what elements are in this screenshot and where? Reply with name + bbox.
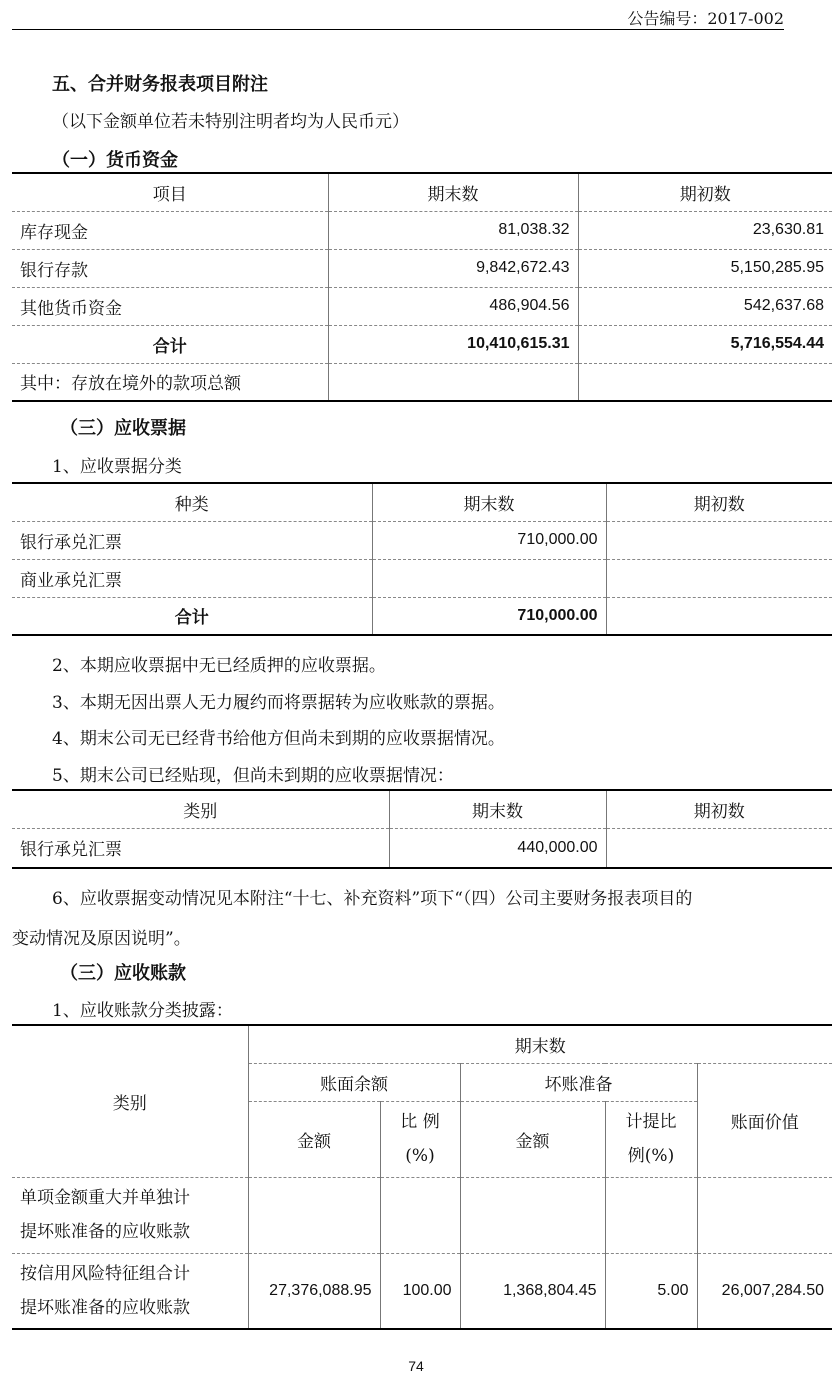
header-bad-debt-amount: 金额 <box>460 1101 605 1177</box>
row-label: 库存现金 <box>12 211 328 249</box>
notes-item-3: 3、本期无因出票人无力履约而将票据转为应收账款的票据。 <box>52 693 505 713</box>
period-start-value: 542,637.68 <box>578 287 832 325</box>
empty-cell <box>460 1177 605 1253</box>
book-value: 26,007,284.50 <box>697 1253 832 1329</box>
table-row <box>12 828 832 868</box>
section-title: 五、合并财务报表项目附注 <box>52 74 268 95</box>
table-header-row <box>12 790 832 828</box>
header-ratio-line1: 比 例 <box>400 1112 440 1132</box>
notes-item-5: 5、期末公司已经贴现，但尚未到期的应收票据情况： <box>52 766 454 786</box>
accounts-receivable-table <box>12 1024 832 1330</box>
provision-ratio-value: 5.00 <box>605 1253 697 1329</box>
cash-title: （一）货币资金 <box>52 150 178 171</box>
amount-value: 27,376,088.95 <box>248 1253 380 1329</box>
row-label <box>12 1253 248 1329</box>
accounts-receivable-sub1: 1、应收账款分类披露： <box>52 1001 233 1021</box>
header-period-end: 期末数 <box>328 173 578 211</box>
header-bad-debt: 坏账准备 <box>460 1063 697 1101</box>
row-label-line1: 单项金额重大并单独计 <box>20 1188 190 1208</box>
empty-cell <box>697 1177 832 1253</box>
row-label <box>12 1177 248 1253</box>
period-start-value: 23,630.81 <box>578 211 832 249</box>
empty-cell <box>605 1177 697 1253</box>
accounts-receivable-title: （三）应收账款 <box>60 963 186 984</box>
notes-item-4: 4、期末公司无已经背书给他方但尚未到期的应收票据情况。 <box>52 729 505 749</box>
notes-receivable-table <box>12 482 832 636</box>
total-period-start: 5,716,554.44 <box>578 325 832 363</box>
header-provision-ratio-line2: 例(%) <box>627 1146 675 1166</box>
ratio-value: 100.00 <box>380 1253 460 1329</box>
notes-item-6-line1: 6、应收票据变动情况见本附注“十七、补充资料”项下“（四）公司主要财务报表项目的 <box>52 889 693 909</box>
header-type: 种类 <box>12 483 372 521</box>
period-end-value: 440,000.00 <box>389 828 606 868</box>
period-end-value: 81,038.32 <box>328 211 578 249</box>
total-label: 合计 <box>12 325 328 363</box>
header-category: 类别 <box>12 790 389 828</box>
header-category: 类别 <box>12 1025 248 1177</box>
notes-receivable-sub1: 1、应收票据分类 <box>52 457 182 477</box>
total-period-start <box>606 597 832 635</box>
header-period-end: 期末数 <box>248 1025 832 1063</box>
header-provision-ratio-line1: 计提比 <box>625 1112 677 1132</box>
bad-debt-value: 1,368,804.45 <box>460 1253 605 1329</box>
total-row <box>12 597 832 635</box>
header-ratio <box>380 1101 460 1177</box>
period-end-value <box>372 559 606 597</box>
header-period-start: 期初数 <box>606 790 832 828</box>
period-end-value: 9,842,672.43 <box>328 249 578 287</box>
header-amount: 金额 <box>248 1101 380 1177</box>
total-row <box>12 325 832 363</box>
row-label: 银行承兑汇票 <box>12 521 372 559</box>
total-label: 合计 <box>12 597 372 635</box>
total-period-end: 710,000.00 <box>372 597 606 635</box>
row-label: 银行承兑汇票 <box>12 828 389 868</box>
table-row <box>12 521 832 559</box>
unit-note: （以下金额单位若未特别注明者均为人民币元） <box>52 112 409 132</box>
table-header-row <box>12 483 832 521</box>
header-book-value: 账面价值 <box>697 1063 832 1177</box>
empty-cell <box>380 1177 460 1253</box>
table-row <box>12 1253 832 1329</box>
table-row <box>12 249 832 287</box>
row-label-line1: 按信用风险特征组合计 <box>20 1263 190 1284</box>
period-start-value <box>606 521 832 559</box>
header-item: 项目 <box>12 173 328 211</box>
notes-item-6-line2: 变动情况及原因说明”。 <box>12 929 191 949</box>
row-label-line2: 提坏账准备的应收账款 <box>20 1222 190 1242</box>
period-start-value <box>606 828 832 868</box>
period-end-value: 486,904.56 <box>328 287 578 325</box>
notes-receivable-title: （三）应收票据 <box>60 418 186 439</box>
table-row <box>12 287 832 325</box>
empty-cell <box>248 1177 380 1253</box>
header-period-start: 期初数 <box>606 483 832 521</box>
header-period-start: 期初数 <box>578 173 832 211</box>
header-rule <box>12 29 784 30</box>
header-book-balance: 账面余额 <box>248 1063 460 1101</box>
table-row <box>12 211 832 249</box>
period-start-value <box>606 559 832 597</box>
header-ratio-line2: (%) <box>405 1146 435 1166</box>
cash-table <box>12 172 832 402</box>
row-label: 商业承兑汇票 <box>12 559 372 597</box>
row-label: 银行存款 <box>12 249 328 287</box>
discounted-notes-table <box>12 789 832 869</box>
empty-cell <box>578 363 832 401</box>
period-start-value: 5,150,285.95 <box>578 249 832 287</box>
table-row <box>12 363 832 401</box>
row-label: 其他货币资金 <box>12 287 328 325</box>
table-row <box>12 559 832 597</box>
row-label-line2: 提坏账准备的应收账款 <box>20 1297 190 1318</box>
table-row <box>12 1177 832 1253</box>
document-number: 公告编号：2017-002 <box>627 9 784 28</box>
header-period-end: 期末数 <box>389 790 606 828</box>
header-provision-ratio <box>605 1101 697 1177</box>
header-period-end: 期末数 <box>372 483 606 521</box>
period-end-value: 710,000.00 <box>372 521 606 559</box>
total-period-end: 10,410,615.31 <box>328 325 578 363</box>
notes-item-2: 2、本期应收票据中无已经质押的应收票据。 <box>52 656 386 676</box>
table-header-row <box>12 1025 832 1063</box>
overseas-label: 其中：存放在境外的款项总额 <box>12 363 328 401</box>
page-number: 74 <box>408 1358 424 1374</box>
table-header-row <box>12 173 832 211</box>
empty-cell <box>328 363 578 401</box>
